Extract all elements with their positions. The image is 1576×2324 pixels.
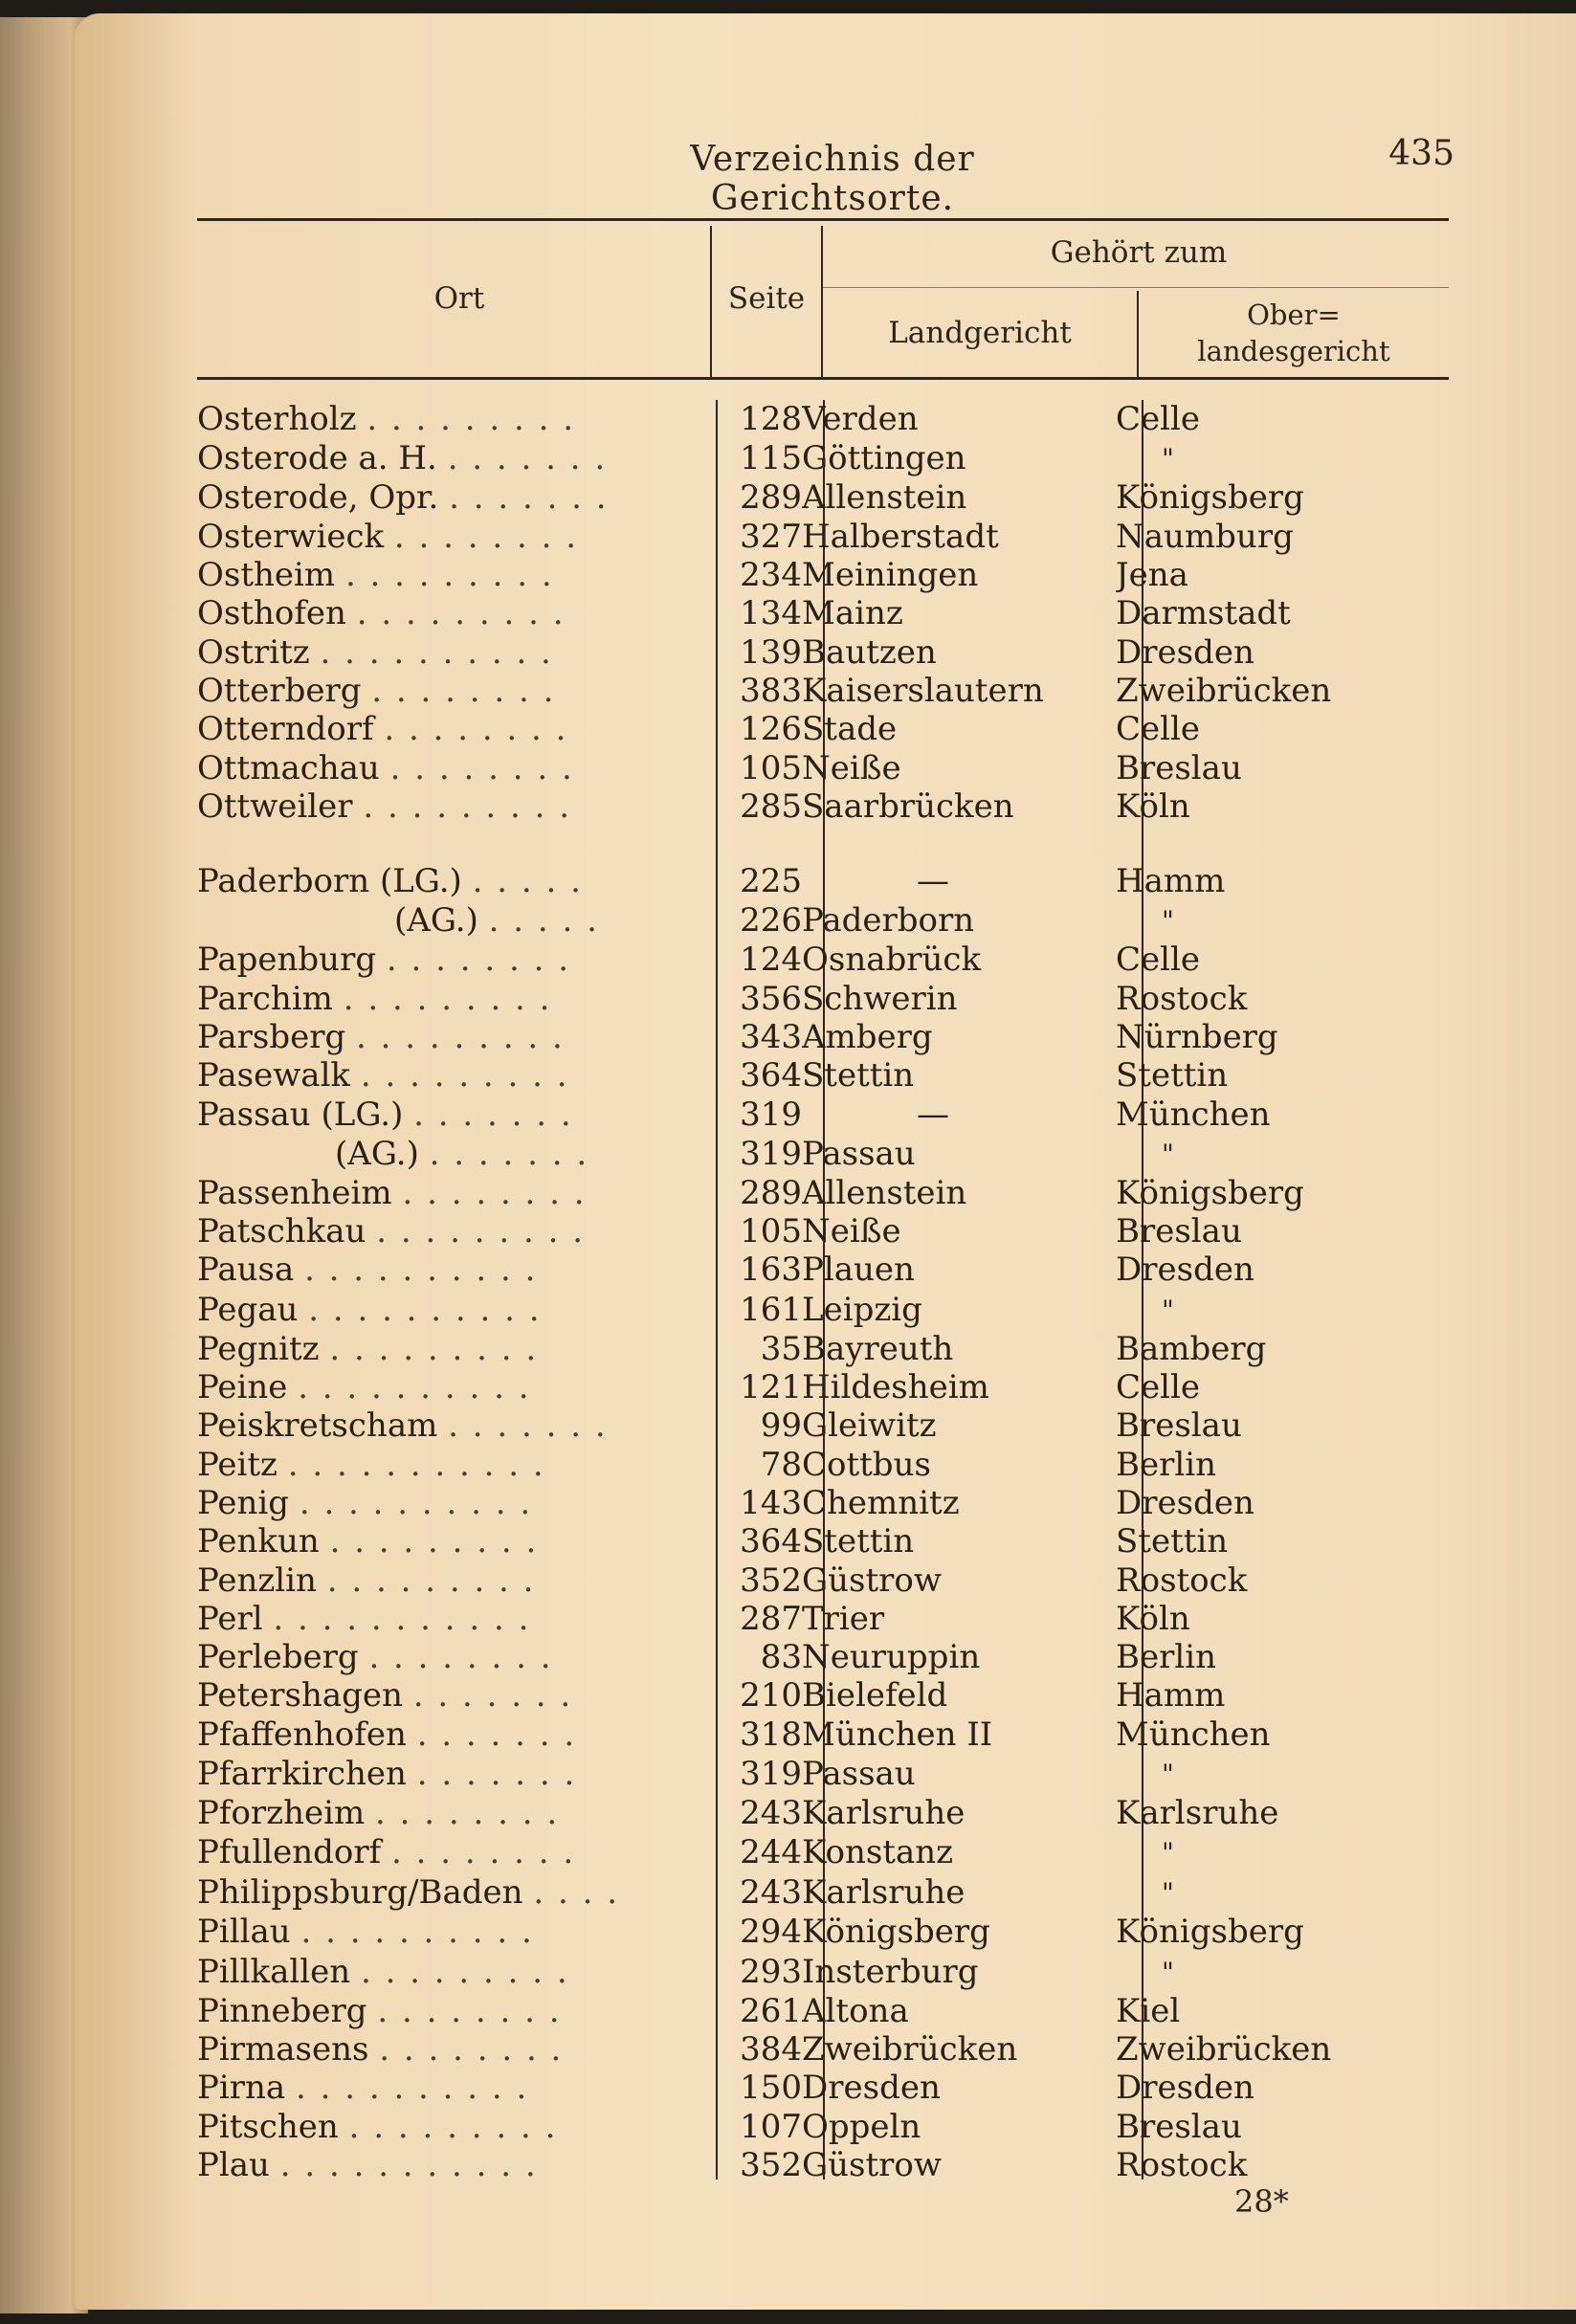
row-oberlandesgericht: Breslau [1116, 1406, 1242, 1446]
table-row [197, 400, 1460, 438]
table-row [197, 1638, 1460, 1676]
row-oberlandesgericht: Celle [1116, 400, 1201, 439]
leader-dots: . . . . . . . . [384, 710, 568, 749]
row-ort: Penig [197, 1483, 290, 1522]
row-landgericht: Bautzen [802, 632, 937, 672]
table-row [197, 1134, 1460, 1174]
row-seite: 143 [740, 1483, 802, 1522]
table-row [197, 594, 1460, 632]
leader-dots: . . . . . . . . [375, 1794, 560, 1833]
ditto-mark: " [1162, 905, 1174, 938]
row-landgericht: Mainz [802, 594, 903, 633]
ditto-mark: " [1162, 1837, 1174, 1870]
col-header-ober-line1: Ober= [1247, 299, 1341, 331]
row-ort: Pirmasens [197, 2029, 369, 2069]
row-ort: Osterwieck [197, 517, 385, 556]
row-oberlandesgericht: Stettin [1116, 1056, 1229, 1096]
row-oberlandesgericht: München [1116, 1095, 1271, 1134]
row-ort: Parchim [197, 979, 333, 1018]
row-landgericht: Stade [802, 710, 898, 749]
row-landgericht: Königsberg [802, 1913, 990, 1952]
leader-dots: . . . . . . . . . [356, 594, 566, 633]
row-landgericht: Oppeln [802, 2107, 921, 2146]
row-oberlandesgericht: Königsberg [1116, 1913, 1304, 1952]
row-landgericht: Allenstein [802, 478, 967, 518]
row-oberlandesgericht: München [1116, 1715, 1271, 1754]
top-rule [197, 218, 1449, 221]
row-oberlandesgericht: Dresden [1116, 632, 1254, 672]
row-ort: Pirna [197, 2069, 286, 2108]
row-seite: 383 [740, 671, 802, 710]
empty-dash: — [917, 862, 949, 901]
row-ort: Plau [197, 2145, 270, 2184]
header-bottom-rule [197, 377, 1449, 380]
table-row [197, 941, 1460, 979]
table-row [197, 1754, 1460, 1794]
row-ort: Ostheim [197, 556, 336, 595]
row-oberlandesgericht: Hamm [1116, 1676, 1226, 1715]
row-landgericht: Neuruppin [802, 1638, 981, 1677]
row-landgericht: Karlsruhe [802, 1873, 966, 1913]
row-oberlandesgericht: Berlin [1116, 1638, 1217, 1677]
row-seite: 124 [740, 941, 802, 980]
table-row [197, 632, 1460, 671]
ditto-mark: " [1162, 1877, 1174, 1910]
row-seite: 134 [740, 594, 802, 633]
table-row [197, 2069, 1460, 2107]
table-row [197, 1056, 1460, 1095]
leader-dots: . . . . . [488, 901, 599, 941]
row-oberlandesgericht: Kiel [1116, 1991, 1181, 2030]
row-landgericht: Paderborn [802, 901, 975, 941]
row-landgericht: Passau [802, 1134, 916, 1173]
leader-dots: . . . . . . . . . . [298, 1368, 531, 1407]
row-seite: 99 [760, 1406, 802, 1446]
row-oberlandesgericht: Königsberg [1116, 478, 1304, 518]
leader-dots: . . . . . . . [412, 1676, 573, 1715]
row-landgericht: Saarbrücken [802, 786, 1014, 826]
leader-dots: . . . . . . . . . [356, 1018, 565, 1056]
row-oberlandesgericht: Rostock [1116, 2145, 1248, 2184]
row-landgericht: Insterburg [802, 1952, 979, 1991]
leader-dots: . . . . . . . . [379, 2029, 564, 2069]
row-ort: Peine [197, 1368, 288, 1407]
row-ort: Otterberg [197, 671, 362, 710]
row-seite: 356 [740, 979, 802, 1018]
row-ort: (AG.) [335, 1134, 419, 1173]
row-landgericht: Plauen [802, 1251, 915, 1290]
leader-dots: . . . . . . . . . . [299, 1483, 533, 1522]
col-header-landgericht: Landgericht [888, 316, 1072, 350]
leader-dots: . . . . . . . . [377, 1991, 562, 2030]
signature-mark: 28* [1234, 2183, 1289, 2220]
table-row [197, 1330, 1460, 1368]
row-seite: 35 [760, 1329, 802, 1368]
row-seite: 128 [740, 400, 802, 439]
row-ort: Paderborn (LG.) [197, 862, 462, 901]
table-row [197, 2107, 1460, 2145]
table-row [197, 1368, 1460, 1406]
row-landgericht: Neiße [802, 748, 901, 787]
col-divider-2 [821, 226, 823, 377]
row-seite: 364 [740, 1056, 802, 1096]
leader-dots: . . . . . . . . . [360, 1952, 569, 1991]
row-seite: 105 [740, 1212, 802, 1251]
row-ort: Pasewalk [197, 1056, 351, 1096]
table-row [197, 1715, 1460, 1754]
row-landgericht: Hildesheim [802, 1368, 989, 1407]
leader-dots: . . . . . . . . . [348, 2107, 558, 2146]
table-row [197, 748, 1460, 786]
col-header-seite: Seite [727, 281, 806, 316]
table-row [197, 980, 1460, 1018]
row-seite: 161 [740, 1290, 802, 1329]
row-seite: 261 [740, 1991, 802, 2030]
leader-dots: . . . . . . . . . [329, 1329, 539, 1368]
leader-dots: . . . . . . . [413, 1095, 573, 1134]
table-row [197, 1018, 1460, 1056]
row-landgericht: Konstanz [802, 1833, 954, 1872]
row-ort: Passenheim [197, 1173, 392, 1212]
row-landgericht: München II [802, 1715, 993, 1754]
row-ort: Pinneberg [197, 1991, 367, 2030]
leader-dots: . . . . . . . . . [329, 1522, 539, 1561]
ditto-mark: " [1162, 1294, 1174, 1326]
row-oberlandesgericht: Köln [1116, 1599, 1190, 1638]
leader-dots: . . . . . . . . . . . [273, 1599, 531, 1638]
row-landgericht: Allenstein [802, 1173, 967, 1212]
table-row [197, 1992, 1460, 2030]
leader-dots: . . . . . . . . . . [304, 1251, 538, 1290]
row-landgericht: Karlsruhe [802, 1794, 966, 1833]
leader-dots: . . . . . . . [429, 1134, 589, 1173]
row-ort: Philippsburg/Baden [197, 1873, 523, 1913]
row-landgericht: Güstrow [802, 2145, 942, 2184]
table-row [197, 900, 1460, 941]
row-ort: Pfullendorf [197, 1833, 382, 1872]
row-seite: 121 [740, 1368, 802, 1407]
leader-dots: . . . . . . . . [391, 1833, 576, 1872]
row-ort: Patschkau [197, 1212, 366, 1251]
row-ort: Ostritz [197, 632, 310, 672]
row-landgericht: Trier [802, 1599, 885, 1638]
table-row [197, 1560, 1460, 1599]
row-ort: Pausa [197, 1251, 295, 1290]
row-seite: 78 [760, 1445, 802, 1484]
table-row [197, 2146, 1460, 2184]
row-oberlandesgericht: Celle [1116, 1368, 1201, 1407]
row-oberlandesgericht: Nürnberg [1116, 1018, 1278, 1056]
row-ort: Papenburg [197, 941, 377, 980]
row-landgericht: Chemnitz [802, 1483, 960, 1522]
table-row [197, 787, 1460, 826]
row-landgericht: Gleiwitz [802, 1406, 937, 1446]
row-landgericht: Kaiserslautern [802, 671, 1044, 710]
group-rule [821, 287, 1449, 288]
row-ort: Osterholz [197, 400, 357, 439]
leader-dots: . . . . . . . . . . [295, 2069, 529, 2108]
row-seite: 294 [740, 1913, 802, 1952]
row-seite: 319 [740, 1095, 802, 1134]
row-ort: Perleberg [197, 1638, 359, 1677]
row-seite: 243 [740, 1794, 802, 1833]
row-seite: 293 [740, 1952, 802, 1991]
section-gap [197, 826, 1460, 862]
table-row [197, 1832, 1460, 1872]
leader-dots: . . . . . . . . . [344, 556, 554, 595]
row-oberlandesgericht: Dresden [1116, 1251, 1254, 1290]
table-row [197, 1794, 1460, 1832]
empty-dash: — [917, 1095, 949, 1134]
table-row [197, 672, 1460, 710]
row-oberlandesgericht: Bamberg [1116, 1329, 1267, 1368]
row-oberlandesgericht: Rostock [1116, 1560, 1248, 1600]
row-seite: 83 [760, 1638, 802, 1677]
row-landgericht: Altona [802, 1991, 909, 2030]
row-landgericht: Osnabrück [802, 941, 982, 980]
row-seite: 234 [740, 556, 802, 595]
ditto-mark: " [1162, 1956, 1174, 1988]
col-header-ort: Ort [433, 281, 485, 316]
row-seite: 343 [740, 1018, 802, 1056]
row-landgericht: Amberg [802, 1018, 933, 1056]
row-ort: Pegau [197, 1290, 299, 1329]
leader-dots: . . . . . . . . . [366, 400, 576, 439]
row-ort: Peiskretscham [197, 1406, 438, 1446]
row-seite: 285 [740, 786, 802, 826]
row-seite: 319 [740, 1754, 802, 1793]
row-seite: 226 [740, 901, 802, 941]
row-ort: Otterndorf [197, 710, 374, 749]
table-row [197, 710, 1460, 748]
row-oberlandesgericht: Celle [1116, 941, 1201, 980]
row-oberlandesgericht: Jena [1116, 556, 1188, 595]
ditto-mark: " [1162, 1758, 1174, 1790]
row-ort: Osterode a. H. [197, 439, 437, 478]
table-row [197, 518, 1460, 556]
row-ort: Ottweiler [197, 786, 353, 826]
leader-dots: . . . . . . . . [368, 1638, 553, 1677]
row-seite: 243 [740, 1873, 802, 1913]
row-seite: 225 [740, 862, 802, 901]
row-landgericht: Stettin [802, 1522, 915, 1561]
row-landgericht: Verden [802, 400, 919, 439]
row-oberlandesgericht: Stettin [1116, 1522, 1229, 1561]
row-ort: Perl [197, 1599, 263, 1638]
row-landgericht: Dresden [802, 2069, 941, 2108]
row-ort: Petershagen [197, 1676, 403, 1715]
row-oberlandesgericht: Karlsruhe [1116, 1794, 1279, 1833]
row-seite: 289 [740, 1173, 802, 1212]
leader-dots: . . . . . . . [416, 1754, 577, 1793]
leader-dots: . . . . . [472, 862, 583, 901]
table-row [197, 1406, 1460, 1445]
table-row [197, 1872, 1460, 1913]
row-ort: Pfaffenhofen [197, 1715, 407, 1754]
row-seite: 244 [740, 1833, 802, 1872]
table-row [197, 1174, 1460, 1212]
leader-dots: . . . . . . . . [386, 941, 571, 980]
row-seite: 289 [740, 478, 802, 518]
row-ort: Passau (LG.) [197, 1095, 404, 1134]
table-row [197, 1095, 1460, 1133]
row-oberlandesgericht: Darmstadt [1116, 594, 1291, 633]
row-landgericht: Halberstadt [802, 517, 999, 556]
row-oberlandesgericht: Zweibrücken [1116, 671, 1332, 710]
table-row [197, 1446, 1460, 1484]
leader-dots: . . . . . . . . . [363, 786, 572, 826]
row-ort: Peitz [197, 1445, 277, 1484]
row-seite: 163 [740, 1251, 802, 1290]
register-table [197, 400, 1460, 2184]
row-oberlandesgericht: Königsberg [1116, 1173, 1304, 1212]
row-seite: 352 [740, 1560, 802, 1600]
row-seite: 210 [740, 1676, 802, 1715]
row-seite: 105 [740, 748, 802, 787]
row-landgericht: Schwerin [802, 979, 958, 1018]
leader-dots: . . . . . . . . . . [308, 1290, 542, 1329]
row-oberlandesgericht: Köln [1116, 786, 1190, 826]
row-ort: Ottmachau [197, 748, 380, 787]
row-seite: 107 [740, 2107, 802, 2146]
running-head: Verzeichnis der Gerichtsorte. [690, 140, 975, 218]
row-ort: Pitschen [197, 2107, 339, 2146]
table-row [197, 1484, 1460, 1522]
leader-dots: . . . . [533, 1873, 620, 1913]
row-ort: Parsberg [197, 1018, 346, 1056]
row-oberlandesgericht: Breslau [1116, 2107, 1242, 2146]
row-landgericht: Güstrow [802, 1560, 942, 1600]
row-ort: Pegnitz [197, 1329, 320, 1368]
leader-dots: . . . . . . . . [393, 517, 579, 556]
row-seite: 384 [740, 2029, 802, 2069]
row-landgericht: Zweibrücken [802, 2029, 1018, 2069]
row-ort: Pillkallen [197, 1952, 351, 1991]
row-landgericht: Meiningen [802, 556, 979, 595]
table-row [197, 862, 1460, 900]
row-oberlandesgericht: Celle [1116, 710, 1201, 749]
row-ort: Pillau [197, 1913, 291, 1952]
row-landgericht: Neiße [802, 1212, 901, 1251]
col-header-group: Gehört zum [1050, 235, 1228, 270]
row-ort: Penkun [197, 1522, 320, 1561]
table-row [197, 1676, 1460, 1715]
ditto-mark: " [1162, 443, 1174, 476]
table-row [197, 438, 1460, 478]
leader-dots: . . . . . . . [447, 439, 608, 478]
leader-dots: . . . . . . . . [402, 1173, 587, 1212]
leader-dots: . . . . . . . [448, 1406, 608, 1446]
row-seite: 364 [740, 1522, 802, 1561]
row-oberlandesgericht: Breslau [1116, 1212, 1242, 1251]
row-ort: Osthofen [197, 594, 346, 633]
page-number: 435 [1388, 134, 1454, 173]
leader-dots: . . . . . . . . . . [320, 632, 553, 672]
row-ort: (AG.) [394, 901, 478, 941]
row-seite: 139 [740, 632, 802, 672]
row-seite: 352 [740, 2145, 802, 2184]
leader-dots: . . . . . . . . . . [300, 1913, 534, 1952]
leader-dots: . . . . . . . . . [376, 1212, 585, 1251]
table-row [197, 1212, 1460, 1251]
table-row [197, 1290, 1460, 1330]
row-oberlandesgericht: Dresden [1116, 2069, 1254, 2108]
row-oberlandesgericht: Hamm [1116, 862, 1226, 901]
leader-dots: . . . . . . . [449, 478, 609, 518]
leader-dots: . . . . . . . . [389, 748, 574, 787]
leader-dots: . . . . . . . . . . . [287, 1445, 545, 1484]
row-landgericht: Bielefeld [802, 1676, 948, 1715]
table-row [197, 2030, 1460, 2069]
row-ort: Pforzheim [197, 1794, 366, 1833]
row-landgericht: Leipzig [802, 1290, 922, 1329]
row-oberlandesgericht: Rostock [1116, 979, 1248, 1018]
row-landgericht: Göttingen [802, 439, 966, 478]
table-row [197, 478, 1460, 517]
row-oberlandesgericht: Zweibrücken [1116, 2029, 1332, 2069]
row-oberlandesgericht: Breslau [1116, 748, 1242, 787]
table-row [197, 1913, 1460, 1951]
table-row [197, 1251, 1460, 1289]
table-row [197, 556, 1460, 594]
leader-dots: . . . . . . . . . [343, 979, 552, 1018]
leader-dots: . . . . . . . . . [360, 1056, 569, 1096]
row-seite: 327 [740, 517, 802, 556]
row-oberlandesgericht: Berlin [1116, 1445, 1217, 1484]
ditto-mark: " [1162, 1138, 1174, 1170]
row-seite: 318 [740, 1715, 802, 1754]
leader-dots: . . . . . . . . [371, 671, 556, 710]
row-seite: 115 [740, 439, 802, 478]
leader-dots: . . . . . . . [416, 1715, 577, 1754]
row-oberlandesgericht: Naumburg [1116, 517, 1294, 556]
row-seite: 287 [740, 1599, 802, 1638]
row-landgericht: Passau [802, 1754, 916, 1793]
row-seite: 150 [740, 2069, 802, 2108]
row-ort: Osterode, Opr. [197, 478, 439, 518]
leader-dots: . . . . . . . . . . . [279, 2145, 538, 2184]
table-row [197, 1952, 1460, 1992]
leader-dots: . . . . . . . . . [326, 1560, 536, 1600]
row-ort: Penzlin [197, 1560, 317, 1600]
row-landgericht: Stettin [802, 1056, 915, 1096]
col-header-ober-line2: landesgericht [1197, 335, 1390, 367]
row-landgericht: Cottbus [802, 1445, 931, 1484]
table-row [197, 1522, 1460, 1560]
row-landgericht: Bayreuth [802, 1329, 954, 1368]
row-seite: 319 [740, 1134, 802, 1173]
row-ort: Pfarrkirchen [197, 1754, 407, 1793]
table-row [197, 1600, 1460, 1638]
row-oberlandesgericht: Dresden [1116, 1483, 1254, 1522]
row-seite: 126 [740, 710, 802, 749]
